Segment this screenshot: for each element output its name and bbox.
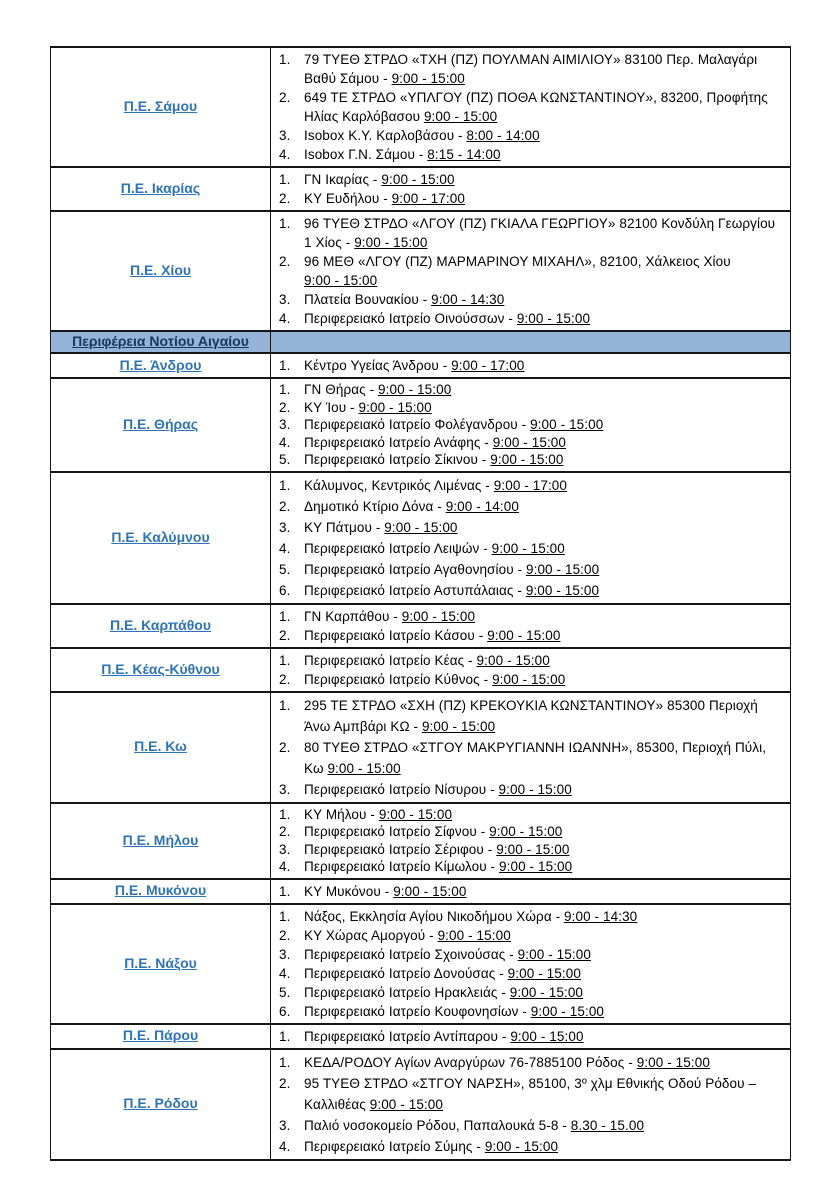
facility-hours: 8:15 - 14:00 (427, 147, 501, 162)
facility-item (271, 926, 780, 945)
item-number: 4. (279, 965, 291, 981)
facility-hours: 9:00 - 14:00 (445, 498, 519, 514)
facility-hours: 9:00 - 17:00 (391, 191, 465, 206)
facility-list (271, 1027, 780, 1046)
item-number: 1. (279, 652, 291, 668)
facility-hours: 9:00 - 15:00 (510, 1028, 584, 1044)
facility-item (271, 451, 780, 469)
facility-name: Παλιό νοσοκομείο Ρόδου, Παπαλουκά 5-8 - (304, 1117, 571, 1133)
item-number: 3. (279, 1117, 291, 1133)
facility-name: Περιφερειακό Ιατρείο Σίκινου - (304, 452, 491, 467)
region-name-cell (51, 904, 271, 1024)
facility-hours: 9:00 - 17:00 (493, 477, 568, 493)
region-row (51, 353, 791, 378)
facility-list-cell (271, 904, 791, 1024)
facility-name: 295 ΤΕ ΣΤΡΔΟ «ΣΧΗ (ΠΖ) ΚΡΕΚΟΥΚΙΑ ΚΩΝΣΤΑΝΤΙΝΟΥ» 85300 Περιοχή Άνω Αμπβάρι ΚΩ - (304, 697, 758, 734)
item-number: 4. (279, 540, 291, 556)
facility-hours: 9:00 - 15:00 (358, 399, 432, 415)
facility-item (271, 1052, 780, 1073)
item-number: 2. (279, 191, 291, 206)
facility-name: Περιφερειακό Ιατρείο Κύθνος - (304, 671, 493, 687)
item-number: 4. (279, 147, 291, 162)
item-number: 3. (279, 292, 291, 307)
facility-hours: 9:00 - 15:00 (530, 417, 604, 432)
facility-name: Περιφερειακό Ιατρείο Σχοινούσας - (304, 946, 518, 962)
facility-item (271, 50, 780, 88)
facility-item (271, 399, 780, 417)
facility-name: Περιφερειακό Ιατρείο Κουφονησίων - (304, 1003, 531, 1019)
region-row (51, 904, 791, 1024)
item-number: 2. (279, 90, 291, 105)
facility-item (271, 580, 780, 601)
facility-hours: 9:00 - 15:00 (517, 946, 591, 962)
facility-name: ΚΕΔΑ/ΡΟΔΟΥ Αγίων Αναργύρων 76-7885100 Ρόδος - (304, 1054, 637, 1070)
facility-hours: 9:00 - 15:00 (484, 1138, 559, 1154)
region-name-cell (51, 604, 271, 648)
item-number: 3. (279, 946, 291, 962)
facility-name: Περιφερειακό Ιατρείο Αστυπάλαιας - (304, 582, 526, 598)
item-number: 1. (279, 1054, 291, 1070)
facility-name: Περιφερειακό Ιατρείο Ανάφης - (304, 434, 493, 450)
facility-item (271, 651, 780, 670)
facility-item (271, 88, 780, 126)
facility-list (271, 651, 780, 689)
item-number: 2. (279, 399, 291, 415)
facility-item (271, 964, 780, 983)
facility-list-cell (271, 472, 791, 604)
region-link[interactable]: Π.Ε. Μήλου (122, 831, 199, 848)
region-link[interactable]: Π.Ε. Κω (134, 738, 187, 754)
facility-name: Περιφερειακό Ιατρείο Ηρακλειάς - (304, 984, 510, 1000)
facility-hours: 9:00 - 15:00 (507, 965, 581, 981)
item-number: 5. (279, 452, 291, 467)
facility-name: Περιφερειακό Ιατρείο Δονούσας - (304, 965, 508, 981)
item-number: 1. (279, 382, 291, 397)
region-name-cell (51, 472, 271, 604)
region-row (51, 879, 791, 904)
region-row (51, 692, 791, 803)
region-row (51, 803, 791, 879)
item-number: 1. (279, 358, 291, 373)
region-row (51, 47, 791, 167)
facility-name: ΓΝ Θήρας - (304, 382, 379, 397)
item-number: 2. (279, 498, 291, 514)
item-number: 2. (279, 739, 291, 755)
facility-item (271, 737, 780, 779)
facility-name: ΓΝ Ικαρίας - (304, 172, 382, 187)
facility-name: 95 ΤΥΕΘ ΣΤΡΔΟ «ΣΤΓΟΥ ΝΑΡΣΗ», 85100, 3º χλμ Εθνικής Οδού Ρόδου – Καλλιθέας (304, 1075, 757, 1112)
region-name-cell (51, 803, 271, 879)
facility-hours: 9:00 - 15:00 (327, 760, 401, 776)
region-name-cell (51, 1024, 271, 1049)
facility-list (271, 50, 780, 164)
item-number: 4. (279, 434, 291, 450)
facility-item (271, 126, 780, 145)
item-number: 3. (279, 417, 291, 432)
facility-list-cell (271, 692, 791, 803)
facility-hours: 9:00 - 15:00 (499, 859, 573, 874)
facility-item (271, 475, 780, 496)
facility-list-cell (271, 1049, 791, 1160)
facility-hours: 9:00 - 15:00 (530, 1003, 605, 1019)
facility-hours: 9:00 - 15:00 (378, 382, 452, 397)
facility-item (271, 1073, 780, 1115)
facility-item (271, 823, 780, 841)
facility-item (271, 945, 780, 964)
facility-item (271, 695, 780, 737)
facility-item (271, 806, 780, 824)
facility-item (271, 170, 780, 189)
facility-list-cell (271, 648, 791, 692)
facility-item (271, 538, 780, 559)
item-number: 2. (279, 671, 291, 687)
region-link[interactable]: Π.Ε. Χίου (129, 262, 192, 278)
item-number: 2. (279, 627, 291, 643)
facility-list (271, 214, 780, 328)
facility-name: Περιφερειακό Ιατρείο Αντίπαρου - (304, 1028, 511, 1044)
facility-hours: 9:00 - 15:00 (489, 824, 563, 839)
region-link[interactable]: Π.Ε. Άνδρου (119, 356, 202, 373)
item-number: 1. (279, 52, 291, 67)
item-number: 3. (279, 841, 291, 857)
region-link[interactable]: Π.Ε. Καρπάθου (110, 616, 211, 633)
facility-list (271, 381, 780, 469)
schedule-table-body (51, 47, 791, 1160)
facility-name: ΚΥ Ίου - (304, 399, 359, 415)
facility-hours: 9:00 - 15:00 (381, 172, 455, 187)
item-number: 4. (279, 859, 291, 874)
facility-name: 79 ΤΥΕΘ ΣΤΡΔΟ «ΤΧΗ (ΠΖ) ΠΟΥΛΜΑΝ ΑΙΜΙΛΙΟΥ» 83100 Περ. Μαλαγάρι Βαθύ Σάμου - (304, 52, 758, 86)
facility-name: Περιφερειακό Ιατρείο Σέριφου - (304, 841, 497, 857)
facility-item (271, 1115, 780, 1136)
facility-name: Περιφερειακό Ιατρείο Σύμης - (304, 1138, 485, 1154)
section-header-cell (51, 331, 271, 353)
facility-item (271, 416, 780, 434)
region-link[interactable]: Π.Ε. Ρόδου (123, 1095, 198, 1111)
facility-item (271, 841, 780, 859)
facility-item (271, 496, 780, 517)
region-row (51, 472, 791, 604)
facility-list-cell (271, 879, 791, 904)
facility-hours: 9:00 - 15:00 (492, 671, 566, 687)
facility-item (271, 356, 780, 375)
region-link[interactable]: Π.Ε. Θήρας (122, 415, 199, 432)
item-number: 4. (279, 1138, 291, 1154)
facility-list (271, 475, 780, 601)
facility-name: Περιφερειακό Ιατρείο Κίμωλου - (304, 859, 500, 874)
facility-item (271, 882, 780, 901)
facility-item (271, 670, 780, 689)
item-number: 5. (279, 561, 291, 577)
facility-list (271, 882, 780, 901)
facility-name: 96 ΜΕΘ «ΛΓΟΥ (ΠΖ) ΜΑΡΜΑΡΙΝΟΥ ΜΙΧΑΗΛ», 82100, Χάλκειος Χίου (304, 254, 731, 269)
facility-name: Περιφερειακό Ιατρείο Λειψών - (304, 540, 492, 556)
facility-item (271, 145, 780, 164)
facility-list (271, 907, 780, 1021)
facility-hours: 9:00 - 15:00 (525, 582, 600, 598)
facility-hours: 9:00 - 15:00 (491, 540, 565, 556)
facility-name: Περιφερειακό Ιατρείο Οινούσσων - (304, 311, 517, 326)
facility-item (271, 779, 780, 800)
item-number: 2. (279, 1075, 291, 1091)
facility-item (271, 189, 780, 208)
item-number: 3. (279, 781, 291, 797)
region-name-cell (51, 1049, 271, 1160)
item-number: 6. (279, 1003, 291, 1019)
region-row (51, 1049, 791, 1160)
region-name-cell (51, 378, 271, 472)
vaccination-sites-table (50, 46, 791, 1161)
facility-hours: 9:00 - 15:00 (423, 109, 498, 124)
facility-hours: 9:00 - 15:00 (492, 434, 567, 450)
facility-list-cell (271, 167, 791, 211)
item-number: 2. (279, 254, 291, 269)
facility-hours: 9:00 - 17:00 (451, 358, 525, 373)
facility-hours: 9:00 - 15:00 (401, 608, 476, 624)
region-link[interactable]: Π.Ε. Καλύμνου (111, 528, 210, 545)
facility-hours: 9:00 - 14:30 (431, 292, 505, 307)
item-number: 1. (279, 697, 291, 713)
facility-list-cell (271, 803, 791, 879)
item-number: 3. (279, 519, 291, 535)
region-row (51, 648, 791, 692)
item-number: 1. (279, 216, 291, 231)
facility-name: Περιφερειακό Ιατρείο Σίφνου - (304, 824, 490, 839)
facility-hours: 9:00 - 15:00 (516, 311, 591, 326)
region-name-cell (51, 648, 271, 692)
facility-name: Isobox Κ.Υ. Καρλοβάσου - (304, 128, 467, 143)
region-link[interactable]: Π.Ε. Σάμου (123, 98, 198, 114)
facility-list-cell (271, 378, 791, 472)
facility-item (271, 517, 780, 538)
region-name-cell (51, 353, 271, 378)
facility-name: Περιφερειακό Ιατρείο Αγαθονησίου - (304, 561, 526, 577)
facility-list (271, 695, 780, 800)
item-number: 1. (279, 477, 291, 493)
item-number: 2. (279, 927, 291, 943)
facility-name: ΚΥ Μυκόνου - (304, 883, 394, 899)
facility-name: ΚΥ Χώρας Αμοργού - (304, 927, 438, 943)
facility-name: Κάλυμνος, Κεντρικός Λιμένας - (304, 477, 494, 493)
region-row (51, 604, 791, 648)
facility-hours: 8.30 - 15.00 (570, 1117, 645, 1133)
region-row (51, 167, 791, 211)
facility-hours: 9:00 - 15:00 (496, 841, 570, 857)
facility-hours: 9:00 - 15:00 (525, 561, 600, 577)
facility-item (271, 252, 780, 290)
region-link[interactable]: Π.Ε. Νάξου (124, 954, 197, 971)
item-number: 1. (279, 1028, 291, 1044)
facility-name: Δημοτικό Κτίριο Δόνα - (304, 498, 446, 514)
section-header-empty-cell (271, 331, 791, 353)
facility-hours: 9:00 - 15:00 (498, 781, 572, 797)
facility-hours: 9:00 - 14:30 (564, 908, 638, 924)
facility-hours: 9:00 - 15:00 (354, 235, 428, 250)
facility-name: Περιφερειακό Ιατρείο Νίσυρου - (304, 781, 499, 797)
item-number: 1. (279, 172, 291, 187)
facility-hours: 9:00 - 15:00 (369, 1096, 443, 1112)
item-number: 2. (279, 824, 291, 839)
item-number: 1. (279, 608, 291, 624)
region-name-cell (51, 879, 271, 904)
facility-hours: 9:00 - 15:00 (393, 883, 467, 899)
facility-hours: 8:00 - 14:00 (466, 128, 540, 143)
facility-item (271, 858, 780, 876)
facility-hours: 9:00 - 15:00 (476, 652, 550, 668)
facility-item (271, 290, 780, 309)
facility-item (271, 607, 780, 626)
facility-list (271, 806, 780, 876)
facility-list (271, 170, 780, 208)
facility-name: ΚΥ Πάτμου - (304, 519, 385, 535)
facility-hours: 9:00 - 15:00 (391, 71, 465, 86)
region-row (51, 378, 791, 472)
facility-list (271, 356, 780, 375)
region-name-cell (51, 167, 271, 211)
facility-name: ΓΝ Καρπάθου - (304, 608, 402, 624)
item-number: 1. (279, 908, 291, 924)
facility-hours: 9:00 - 15:00 (636, 1054, 710, 1070)
facility-item (271, 559, 780, 580)
facility-item (271, 1002, 780, 1021)
item-number: 4. (279, 311, 291, 326)
facility-hours: 9:00 - 15:00 (509, 984, 584, 1000)
region-link[interactable]: Π.Ε. Πάρου (122, 1027, 199, 1043)
facility-name: ΚΥ Ευδήλου - (304, 191, 392, 206)
facility-name: Νάξος, Εκκλησία Αγίου Νικοδήμου Χώρα - (304, 908, 565, 924)
facility-name: Περιφερειακό Ιατρείο Φολέγανδρου - (304, 417, 531, 432)
region-link[interactable]: Π.Ε. Μυκόνου (114, 882, 207, 898)
region-link[interactable]: Π.Ε. Ικαρίας (120, 180, 201, 196)
facility-item (271, 309, 780, 328)
facility-hours: 9:00 - 15:00 (304, 273, 378, 288)
region-name-cell (51, 211, 271, 331)
facility-hours: 9:00 - 15:00 (490, 452, 564, 467)
facility-name: ΚΥ Μήλου - (304, 806, 379, 822)
facility-item (271, 907, 780, 926)
facility-hours: 9:00 - 15:00 (437, 927, 511, 943)
section-header-row (51, 331, 791, 353)
region-row (51, 211, 791, 331)
facility-item (271, 1136, 780, 1157)
facility-list-cell (271, 604, 791, 648)
facility-list (271, 607, 780, 645)
facility-name: Πλατεία Βουνακίου - (304, 292, 432, 307)
region-row (51, 1024, 791, 1049)
item-number: 1. (279, 806, 291, 822)
facility-item (271, 434, 780, 452)
section-header-label: Περιφέρεια Νοτίου Αιγαίου (72, 333, 249, 349)
facility-name: Περιφερειακό Ιατρείο Κάσου - (304, 627, 488, 643)
facility-item (271, 381, 780, 399)
region-link[interactable]: Π.Ε. Κέας-Κύθνου (101, 660, 220, 677)
facility-list-cell (271, 353, 791, 378)
facility-name: Περιφερειακό Ιατρείο Κέας - (304, 652, 477, 668)
region-name-cell (51, 692, 271, 803)
facility-item (271, 626, 780, 645)
item-number: 3. (279, 128, 291, 143)
facility-name: Isobox Γ.Ν. Σάμου - (304, 147, 428, 162)
facility-name: 649 ΤΕ ΣΤΡΔΟ «ΥΠΛΓΟΥ (ΠΖ) ΠΟΘΑ ΚΩΝΣΤΑΝΤΙΝΟΥ», 83200, Προφήτης Ηλίας Καρλόβασου (304, 90, 768, 124)
facility-list (271, 1052, 780, 1157)
facility-item (271, 983, 780, 1002)
item-number: 1. (279, 883, 291, 899)
facility-list-cell (271, 1024, 791, 1049)
region-name-cell (51, 47, 271, 167)
facility-hours: 9:00 - 15:00 (384, 519, 458, 535)
facility-hours: 9:00 - 15:00 (421, 718, 496, 734)
facility-hours: 9:00 - 15:00 (487, 627, 561, 643)
facility-item (271, 214, 780, 252)
facility-item (271, 1027, 780, 1046)
facility-name: Κέντρο Υγείας Άνδρου - (304, 358, 452, 373)
item-number: 6. (279, 582, 291, 598)
facility-name: 80 ΤΥΕΘ ΣΤΡΔΟ «ΣΤΓΟΥ ΜΑΚΡΥΓΙΑΝΝΗ ΙΩΑΝΝΗ», 85300, Περιοχή Πύλι, Κω (304, 739, 767, 776)
facility-list-cell (271, 47, 791, 167)
facility-name: 96 ΤΥΕΘ ΣΤΡΔΟ «ΛΓΟΥ (ΠΖ) ΓΚΙΑΛΑ ΓΕΩΡΓΙΟΥ» 82100 Κονδύλη Γεωργίου 1 Χίος - (304, 216, 776, 250)
facility-list-cell (271, 211, 791, 331)
item-number: 5. (279, 984, 291, 1000)
facility-hours: 9:00 - 15:00 (378, 806, 453, 822)
